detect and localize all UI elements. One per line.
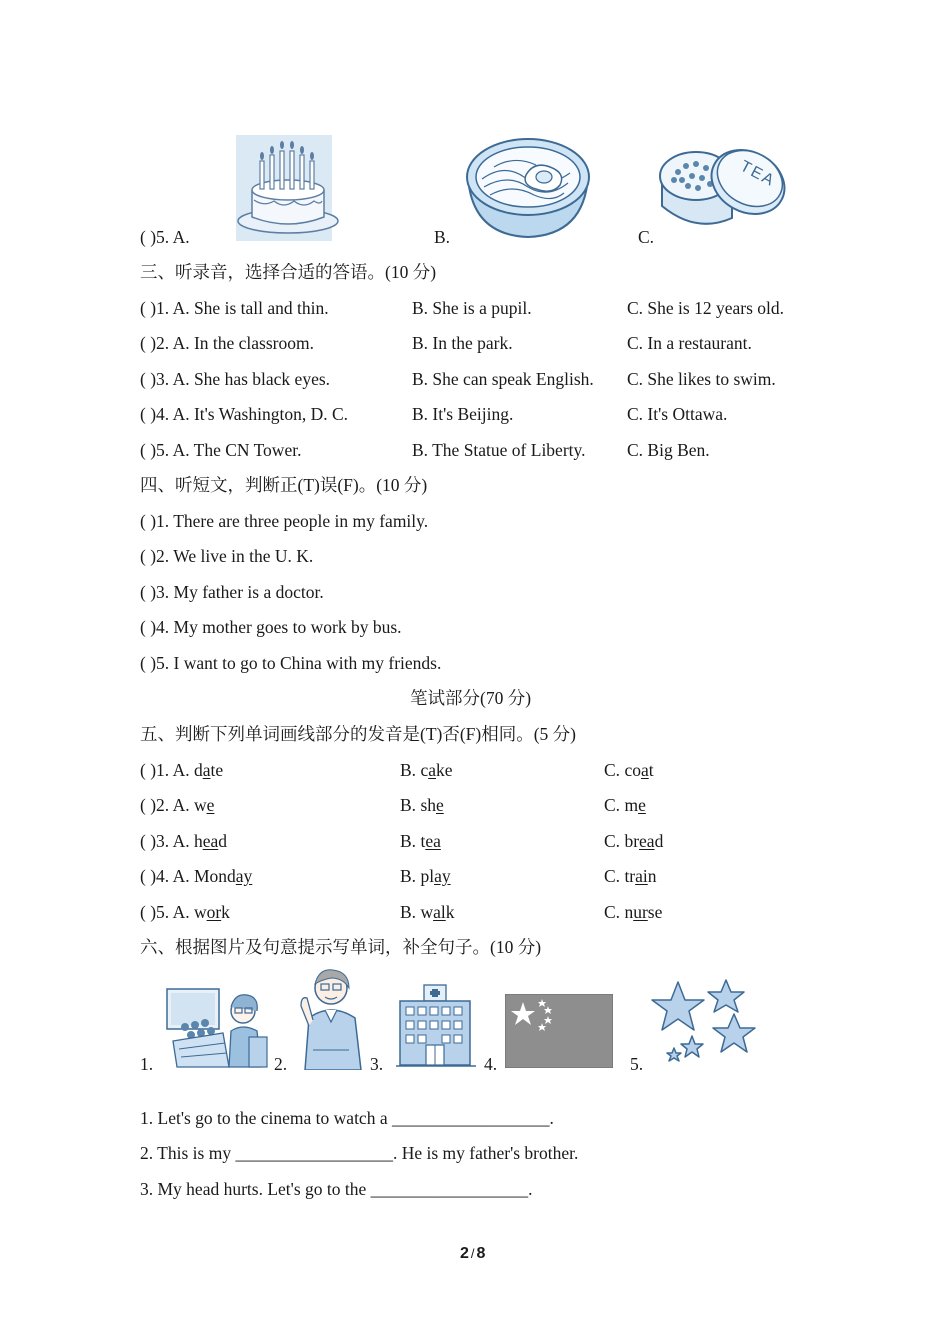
s3-q3-a: ( )3. A. She has black eyes.	[140, 369, 331, 389]
s3-q1-c: C. She is 12 years old.	[627, 298, 785, 318]
q5-row-label: ( )5. A.	[140, 227, 190, 247]
s3-q1-b: B. She is a pupil.	[412, 298, 532, 318]
s5-q3-c: C. bread	[604, 831, 664, 851]
s5-q4-b: B. play	[400, 866, 451, 886]
s5-q5-c: C. nurse	[604, 902, 663, 922]
hospital-image	[396, 983, 476, 1067]
s3-q3-c: C. She likes to swim.	[627, 369, 776, 389]
birthday-cake-image	[234, 135, 342, 243]
s3-q2-b: B. In the park.	[412, 333, 513, 353]
s3-q4-b: B. It's Beijing.	[412, 404, 514, 424]
s5-q3-b: B. tea	[400, 831, 441, 851]
s5-q4-c: C. train	[604, 866, 657, 886]
tea-label: TEA	[737, 157, 779, 191]
s5-q2-a: ( )2. A. we	[140, 795, 215, 815]
s4-q4: ( )4. My mother goes to work by bus.	[140, 617, 402, 637]
s6-sentence-1: 1. Let's go to the cinema to watch a __________________.	[140, 1108, 554, 1128]
s5-q3-a: ( )3. A. head	[140, 831, 227, 851]
s4-q2: ( )2. We live in the U. K.	[140, 546, 314, 566]
s6-pic-label-2: 2.	[274, 1054, 288, 1074]
page-number: 2 / 8	[460, 1245, 486, 1262]
stars-image	[648, 978, 756, 1068]
s5-q1-b: B. cake	[400, 760, 453, 780]
section5-heading: 五、判断下列单词画线部分的发音是(T)否(F)相同。(5 分)	[140, 724, 577, 744]
s3-q2-c: C. In a restaurant.	[627, 333, 752, 353]
s6-pic-label-1: 1.	[140, 1054, 154, 1074]
s5-q5-a: ( )5. A. work	[140, 902, 230, 922]
s5-q4-a: ( )4. A. Monday	[140, 866, 253, 886]
s6-sentence-3: 3. My head hurts. Let's go to the __________________.	[140, 1179, 533, 1199]
s4-q3: ( )3. My father is a doctor.	[140, 582, 324, 602]
s5-q2-b: B. she	[400, 795, 444, 815]
s5-q1-a: ( )1. A. date	[140, 760, 224, 780]
s6-pic-label-3: 3.	[370, 1054, 384, 1074]
section3-heading: 三、听录音，选择合适的答语。(10 分)	[140, 262, 437, 282]
s4-q1: ( )1. There are three people in my family.	[140, 511, 429, 531]
s6-pic-label-5: 5.	[630, 1054, 644, 1074]
s4-q5: ( )5. I want to go to China with my friends.	[140, 653, 442, 673]
q5-option-b: B.	[434, 227, 451, 247]
s6-pic-label-4: 4.	[484, 1054, 498, 1074]
s3-q4-c: C. It's Ottawa.	[627, 404, 728, 424]
s5-q2-c: C. me	[604, 795, 646, 815]
section6-heading: 六、根据图片及句意提示写单词，补全句子。(10 分)	[140, 937, 542, 957]
noodle-bowl-image	[464, 137, 592, 241]
s3-q2-a: ( )2. A. In the classroom.	[140, 333, 314, 353]
uncle-image	[297, 966, 367, 1070]
cinema-image	[163, 983, 269, 1069]
s5-q1-c: C. coat	[604, 760, 654, 780]
written-part-title: 笔试部分(70 分)	[410, 688, 532, 708]
s3-q5-c: C. Big Ben.	[627, 440, 710, 460]
q5-option-c: C.	[638, 227, 655, 247]
s5-q5-b: B. walk	[400, 902, 455, 922]
s6-sentence-2: 2. This is my __________________. He is my father's brother.	[140, 1143, 579, 1163]
section4-heading: 四、听短文，判断正(T)误(F)。(10 分)	[140, 475, 428, 495]
s3-q5-a: ( )5. A. The CN Tower.	[140, 440, 302, 460]
s3-q5-b: B. The Statue of Liberty.	[412, 440, 586, 460]
china-flag-image	[505, 994, 613, 1068]
s3-q3-b: B. She can speak English.	[412, 369, 594, 389]
tea-tin-image	[656, 136, 792, 244]
s3-q4-a: ( )4. A. It's Washington, D. C.	[140, 404, 349, 424]
s3-q1-a: ( )1. A. She is tall and thin.	[140, 298, 329, 318]
